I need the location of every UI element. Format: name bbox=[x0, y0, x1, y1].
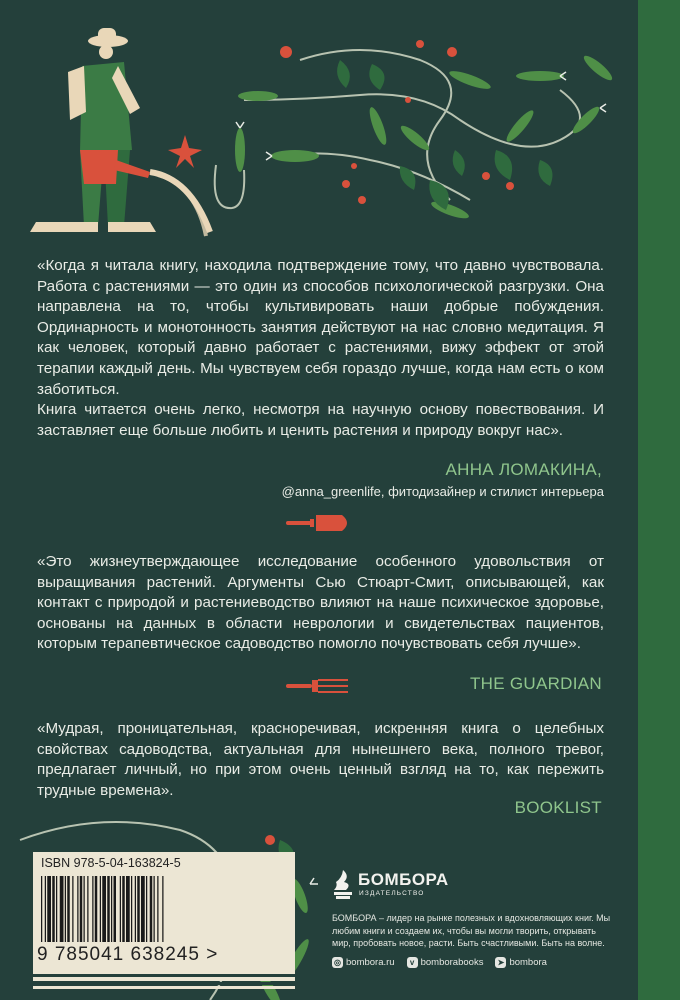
quote-3-author: BOOKLIST bbox=[514, 798, 602, 817]
link-website[interactable] bbox=[332, 957, 395, 968]
barcode-bar bbox=[77, 876, 78, 942]
publisher-links bbox=[332, 957, 612, 968]
quote-3-paragraph-1: «Мудрая, проницательная, красноречивая, искренняя книга о целебных свойствах садоводства, актуальная для нынешнего века, полного тревог, предлагает личный, но при этом очень ценный взгляд на то, как пережить трудные времена». bbox=[37, 720, 604, 799]
barcode-bar bbox=[157, 876, 158, 942]
gardener-illustration bbox=[0, 0, 640, 250]
telegram-icon: ➤ bbox=[495, 957, 506, 968]
quote-1-author-sub: @anna_greenlife, фитодизайнер и стилист интерьера bbox=[281, 484, 604, 499]
barcode-bar bbox=[67, 876, 70, 942]
barcode-bar bbox=[111, 876, 112, 942]
bombora-logo-icon bbox=[332, 870, 354, 900]
barcode-stripes bbox=[33, 970, 295, 992]
quote-1-author: АННА ЛОМАКИНА, bbox=[445, 460, 602, 479]
barcode-bar bbox=[45, 876, 46, 942]
globe-icon: ◎ bbox=[332, 957, 343, 968]
barcode-bar bbox=[102, 876, 106, 942]
quote-1 bbox=[37, 256, 604, 441]
barcode-digits: 9 785041 638245 > bbox=[37, 944, 219, 965]
barcode-block bbox=[33, 852, 295, 980]
publisher-description: БОМБОРА – лидер на рынке полезных и вдохновляющих книг. Мы любим книги и создаем их, чтобы вы могли творить, открывать мир, пробовать новое, расти. Быть счастливыми. Быть на волне. bbox=[332, 913, 611, 948]
barcode-bar bbox=[107, 876, 110, 942]
quote-1-paragraph-1: «Когда я читала книгу, находила подтверждение тому, что давно чувствовала. Работа с растениями — это один из способов психологической разгрузки. Она направлена на то, чтобы культивировать наши добрые побуждения. Ординарность и монотонность занятия действуют на нас словно медитация. Я как человек, который давно работает с растениями, вижу эффект от этой терапии каждый день. Мы чувствуем себя гораздо лучше, когда нам есть о ком заботиться. bbox=[37, 257, 604, 398]
quote-2-author: THE GUARDIAN bbox=[469, 674, 602, 693]
barcode-bar bbox=[100, 876, 101, 942]
barcode-bar bbox=[114, 876, 117, 942]
barcode-bar bbox=[131, 876, 132, 942]
barcode-bar bbox=[126, 876, 130, 942]
barcode-bar bbox=[65, 876, 66, 942]
barcode-bar bbox=[150, 876, 153, 942]
barcode-bar bbox=[154, 876, 155, 942]
publisher-block bbox=[332, 868, 612, 968]
barcode-bar bbox=[162, 876, 163, 942]
link-vk[interactable] bbox=[407, 957, 484, 968]
barcode-bar bbox=[137, 876, 140, 942]
vk-icon: v bbox=[407, 957, 418, 968]
quote-2-paragraph-1: «Это жизнеутверждающее исследование особенного удовольствия от выращивания растений. Аргументы Сью Стюарт-Смит, описывающей, как контакт с природой и растениеводство влияют на наше психическое здоровье, основаны на данных в области неврологии и свидетельствах пациентов, которым терапевтическое садоводство помогло почувствовать себя лучше». bbox=[37, 553, 604, 653]
barcode-bar bbox=[92, 876, 93, 942]
link-telegram-label: bombora bbox=[509, 956, 547, 968]
barcode-bar bbox=[84, 876, 85, 942]
link-vk-label: bomborabooks bbox=[420, 956, 484, 968]
barcode-bar bbox=[95, 876, 98, 942]
barcode-bar bbox=[56, 876, 57, 942]
barcode-bar bbox=[60, 876, 64, 942]
barcode-bar bbox=[41, 876, 42, 942]
link-telegram[interactable] bbox=[495, 957, 547, 968]
publisher-brand-sub: ИЗДАТЕЛЬСТВО bbox=[359, 890, 425, 897]
publisher-logo bbox=[332, 868, 612, 908]
barcode-bar bbox=[135, 876, 136, 942]
trowel-icon bbox=[286, 513, 352, 533]
barcode-bars bbox=[39, 876, 289, 942]
barcode-bar bbox=[72, 876, 73, 942]
quote-3 bbox=[37, 719, 604, 801]
barcode-bar bbox=[146, 876, 147, 942]
barcode-bar bbox=[52, 876, 55, 942]
link-website-label: bombora.ru bbox=[346, 956, 395, 968]
barcode-bar bbox=[122, 876, 125, 942]
barcode-bar bbox=[87, 876, 88, 942]
spine-strip bbox=[638, 0, 680, 1000]
quote-2 bbox=[37, 552, 604, 655]
barcode-bar bbox=[80, 876, 83, 942]
barcode-bar bbox=[47, 876, 51, 942]
publisher-brand: БОМБОРА bbox=[358, 870, 449, 889]
barcode-bar bbox=[141, 876, 145, 942]
garden-fork-icon bbox=[286, 677, 350, 695]
barcode-bar bbox=[120, 876, 121, 942]
isbn-label: ISBN 978-5-04-163824-5 bbox=[41, 856, 181, 870]
quote-1-paragraph-2: Книга читается очень легко, несмотря на научную основу повествования. И заставляет еще больше любить и ценить растения и природу вокруг нас». bbox=[37, 401, 604, 439]
